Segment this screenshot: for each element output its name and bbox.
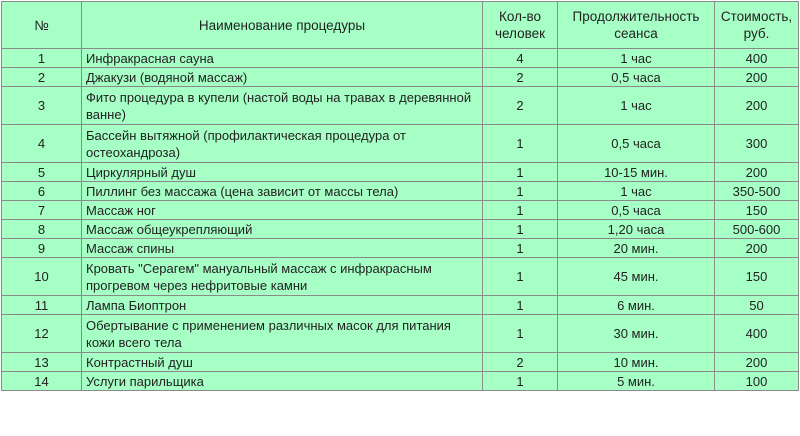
procedure-name: Услуги парильщика: [82, 372, 483, 391]
session-duration: 1 час: [558, 87, 715, 125]
people-count: 1: [483, 372, 558, 391]
people-count: 1: [483, 201, 558, 220]
price: 400: [715, 49, 799, 68]
row-number: 5: [2, 163, 82, 182]
price: 400: [715, 315, 799, 353]
people-count: 1: [483, 125, 558, 163]
header-people-count: Кол-во человек: [483, 2, 558, 49]
people-count: 1: [483, 163, 558, 182]
row-number: 3: [2, 87, 82, 125]
price: 150: [715, 258, 799, 296]
row-number: 2: [2, 68, 82, 87]
table-row: [2, 353, 799, 372]
session-duration: 1 час: [558, 182, 715, 201]
table-row: [2, 239, 799, 258]
people-count: 1: [483, 258, 558, 296]
session-duration: 10-15 мин.: [558, 163, 715, 182]
row-number: 9: [2, 239, 82, 258]
procedure-name: Кровать "Серагем" мануальный массаж с инфракрасным прогревом через нефритовые камни: [82, 258, 483, 296]
price: 500-600: [715, 220, 799, 239]
price: 200: [715, 163, 799, 182]
procedure-name: Массаж спины: [82, 239, 483, 258]
session-duration: 6 мин.: [558, 296, 715, 315]
session-duration: 0,5 часа: [558, 201, 715, 220]
people-count: 2: [483, 87, 558, 125]
people-count: 1: [483, 182, 558, 201]
header-session-duration: Продолжительность сеанса: [558, 2, 715, 49]
people-count: 1: [483, 296, 558, 315]
price: 150: [715, 201, 799, 220]
row-number: 14: [2, 372, 82, 391]
header-price: Стоимость, руб.: [715, 2, 799, 49]
table-row: [2, 315, 799, 353]
table-row: [2, 258, 799, 296]
row-number: 11: [2, 296, 82, 315]
row-number: 12: [2, 315, 82, 353]
table-row: [2, 296, 799, 315]
row-number: 7: [2, 201, 82, 220]
people-count: 1: [483, 220, 558, 239]
session-duration: 45 мин.: [558, 258, 715, 296]
table-row: [2, 220, 799, 239]
price: 300: [715, 125, 799, 163]
row-number: 4: [2, 125, 82, 163]
session-duration: 5 мин.: [558, 372, 715, 391]
table-row: [2, 49, 799, 68]
row-number: 8: [2, 220, 82, 239]
people-count: 2: [483, 68, 558, 87]
table-row: [2, 201, 799, 220]
row-number: 1: [2, 49, 82, 68]
price: 350-500: [715, 182, 799, 201]
session-duration: 20 мин.: [558, 239, 715, 258]
price: 100: [715, 372, 799, 391]
procedure-name: Обертывание с применением различных масок для питания кожи всего тела: [82, 315, 483, 353]
row-number: 6: [2, 182, 82, 201]
procedure-name: Инфракрасная сауна: [82, 49, 483, 68]
table-row: [2, 87, 799, 125]
procedure-name: Массаж общеукрепляющий: [82, 220, 483, 239]
session-duration: 0,5 часа: [558, 125, 715, 163]
price: 200: [715, 353, 799, 372]
session-duration: 1,20 часа: [558, 220, 715, 239]
people-count: 1: [483, 315, 558, 353]
row-number: 10: [2, 258, 82, 296]
session-duration: 0,5 часа: [558, 68, 715, 87]
people-count: 1: [483, 239, 558, 258]
session-duration: 1 час: [558, 49, 715, 68]
procedure-name: Фито процедура в купели (настой воды на травах в деревянной ванне): [82, 87, 483, 125]
table-row: [2, 125, 799, 163]
table-row: [2, 182, 799, 201]
session-duration: 10 мин.: [558, 353, 715, 372]
session-duration: 30 мин.: [558, 315, 715, 353]
price: 200: [715, 239, 799, 258]
procedure-name: Циркулярный душ: [82, 163, 483, 182]
people-count: 2: [483, 353, 558, 372]
procedure-name: Бассейн вытяжной (профилактическая процедура от остеохандроза): [82, 125, 483, 163]
header-procedure-name: Наименование процедуры: [82, 2, 483, 49]
procedures-price-table: [1, 1, 799, 391]
procedure-name: Джакузи (водяной массаж): [82, 68, 483, 87]
table-row: [2, 163, 799, 182]
procedure-name: Массаж ног: [82, 201, 483, 220]
procedure-name: Контрастный душ: [82, 353, 483, 372]
people-count: 4: [483, 49, 558, 68]
price: 200: [715, 87, 799, 125]
procedure-name: Лампа Биоптрон: [82, 296, 483, 315]
procedure-name: Пиллинг без массажа (цена зависит от массы тела): [82, 182, 483, 201]
table-row: [2, 372, 799, 391]
header-number: №: [2, 2, 82, 49]
table-header-row: [2, 2, 799, 49]
price: 200: [715, 68, 799, 87]
table-row: [2, 68, 799, 87]
price: 50: [715, 296, 799, 315]
row-number: 13: [2, 353, 82, 372]
